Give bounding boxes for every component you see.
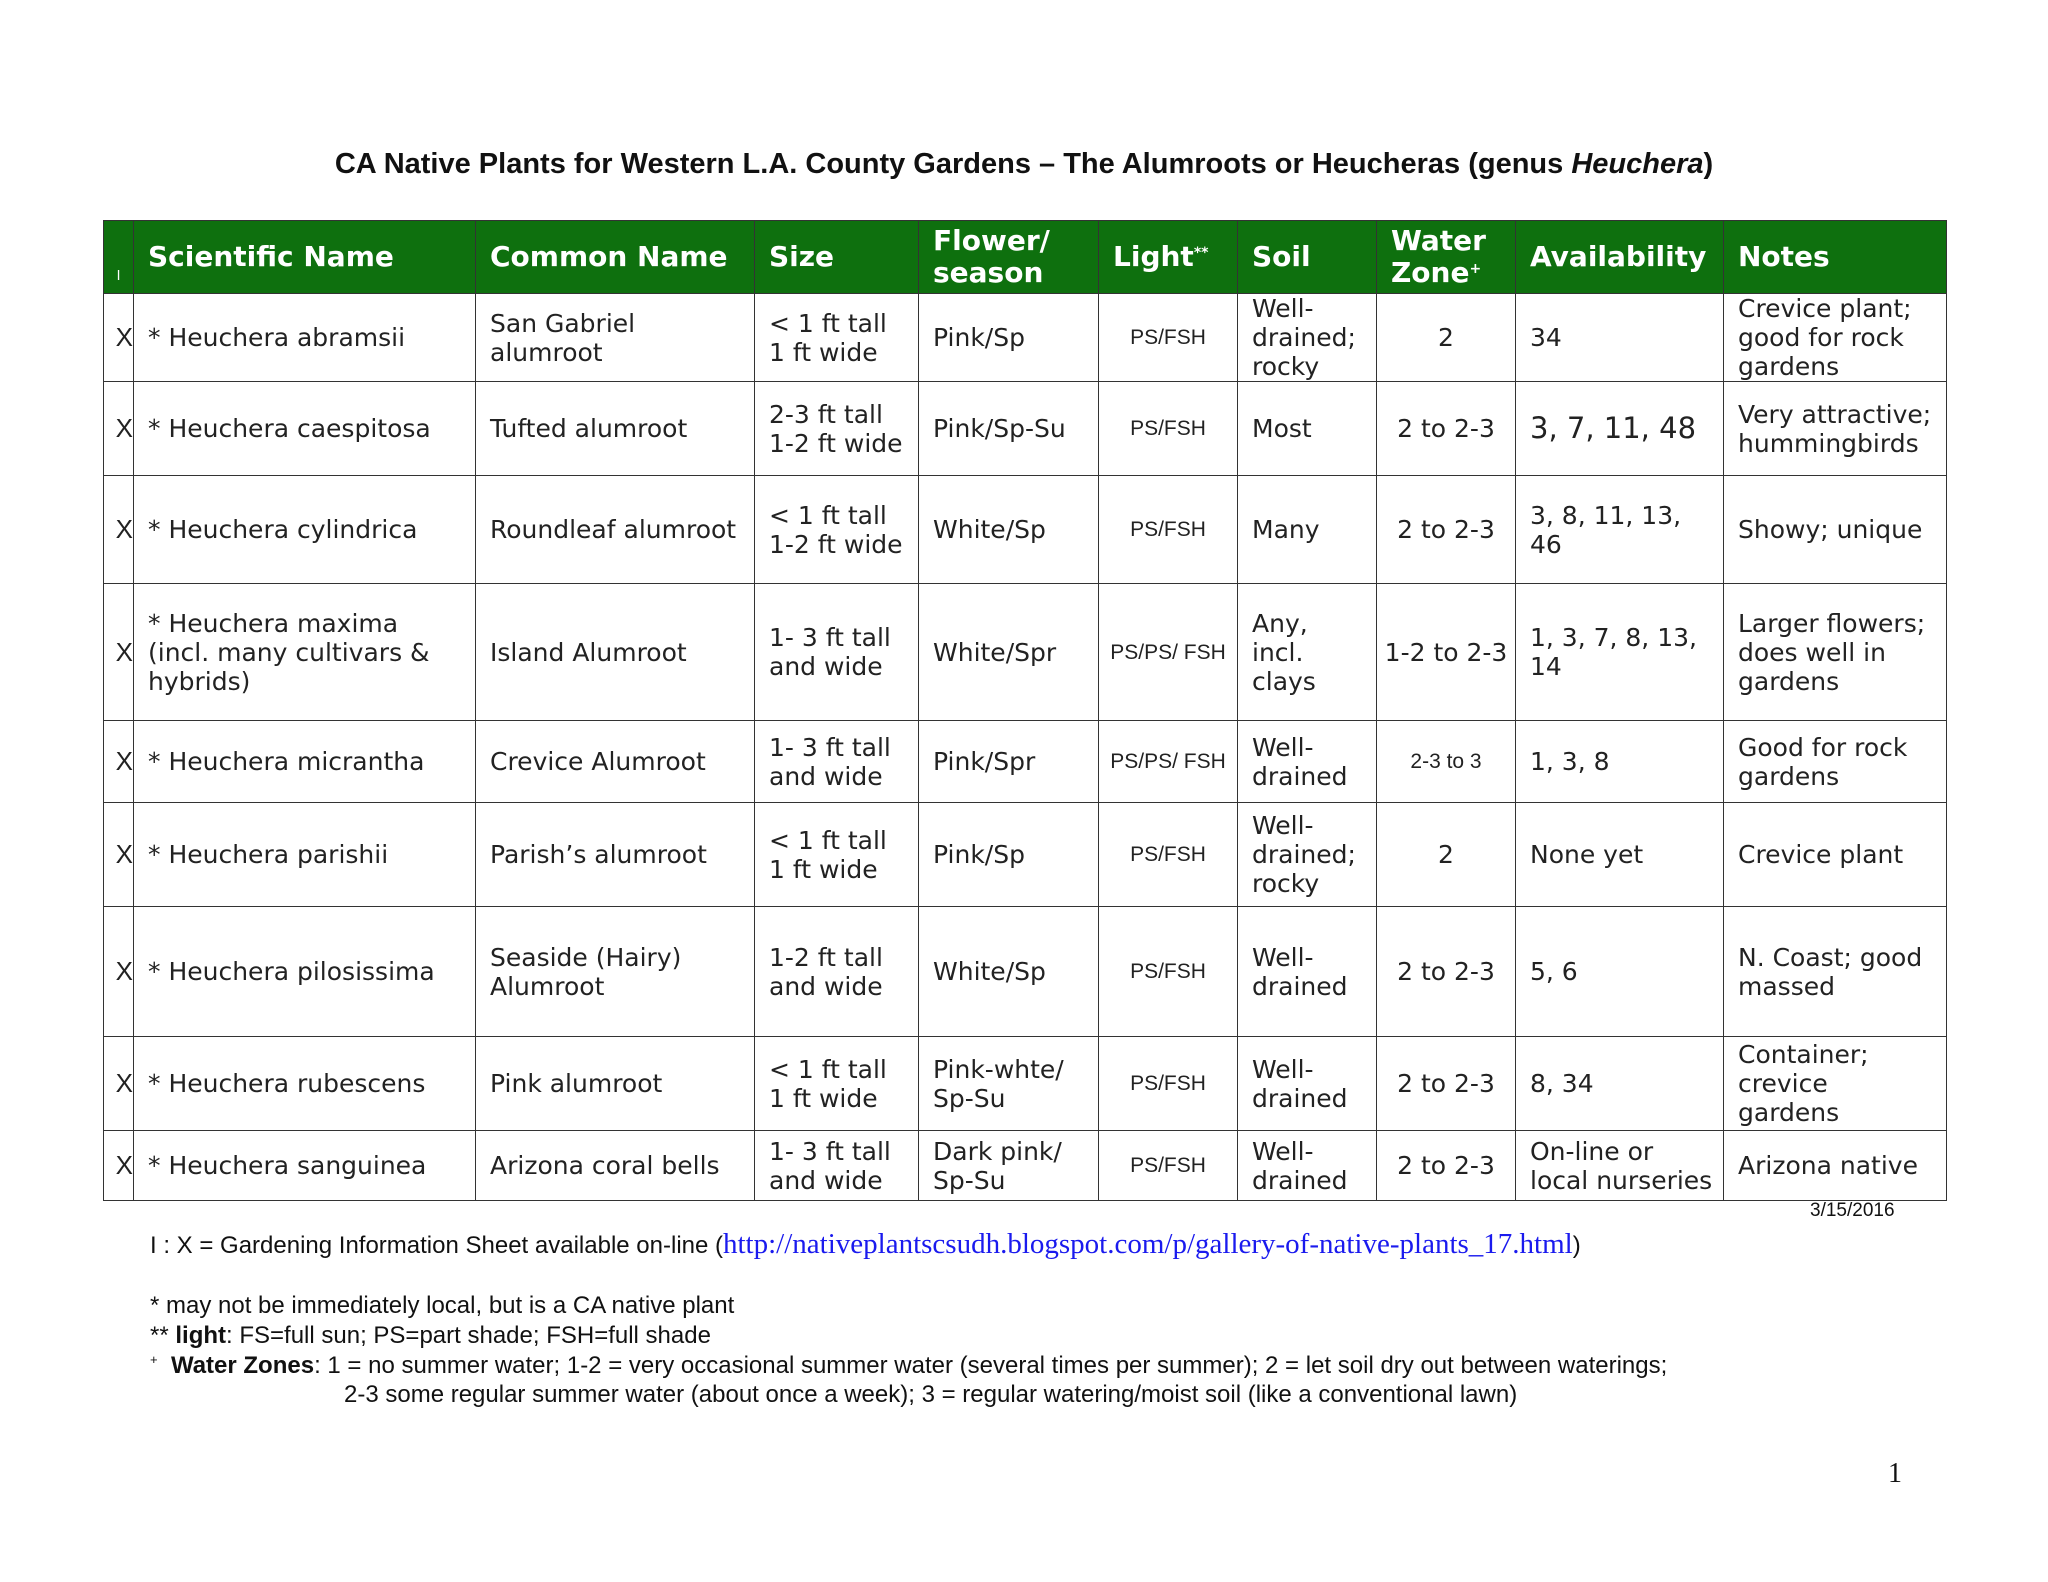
common-name: Seaside (Hairy) Alumroot: [476, 907, 755, 1037]
table-row: [104, 476, 1947, 584]
scientific-name: * Heuchera sanguinea: [134, 1131, 476, 1201]
header-soil: Soil: [1238, 221, 1377, 294]
info-mark: X: [104, 382, 134, 476]
size: 1- 3 ft tall and wide: [755, 721, 919, 803]
scientific-name: * Heuchera rubescens: [134, 1037, 476, 1131]
size: 1- 3 ft tall and wide: [755, 1131, 919, 1201]
table-header-row: [104, 221, 1947, 294]
size: < 1 ft tall 1 ft wide: [755, 1037, 919, 1131]
light: PS/FSH: [1099, 476, 1238, 584]
scientific-name: * Heuchera caespitosa: [134, 382, 476, 476]
availability: 3, 7, 11, 48: [1516, 382, 1724, 476]
table-row: [104, 1131, 1947, 1201]
table-row: [104, 382, 1947, 476]
footnote-light: ** light: FS=full sun; PS=part shade; FSH=full shade: [150, 1322, 711, 1349]
water-zone: 2 to 2-3: [1377, 1037, 1516, 1131]
table-row: [104, 1037, 1947, 1131]
common-name: Tufted alumroot: [476, 382, 755, 476]
info-mark: X: [104, 584, 134, 721]
flower-season: Pink/Spr: [919, 721, 1099, 803]
light: PS/PS/ FSH: [1099, 584, 1238, 721]
flower-season: White/Spr: [919, 584, 1099, 721]
info-mark: X: [104, 1037, 134, 1131]
availability: 3, 8, 11, 13, 46: [1516, 476, 1724, 584]
flower-season: Pink/Sp: [919, 803, 1099, 907]
page-number: 1: [1888, 1458, 1902, 1489]
info-mark: X: [104, 1131, 134, 1201]
header-mark: I: [104, 221, 134, 294]
footnote-info-sheet: I : X = Gardening Information Sheet available on-line (http://nativeplantscsudh.blogspot.com/p/gallery-of-native-plants_17.html): [150, 1228, 1581, 1260]
soil: Any, incl. clays: [1238, 584, 1377, 721]
light: PS/FSH: [1099, 907, 1238, 1037]
size: 1-2 ft tall and wide: [755, 907, 919, 1037]
light: PS/FSH: [1099, 1131, 1238, 1201]
light: PS/FSH: [1099, 1037, 1238, 1131]
water-zone: 1-2 to 2-3: [1377, 584, 1516, 721]
common-name: Roundleaf alumroot: [476, 476, 755, 584]
document-date: 3/15/2016: [1810, 1200, 1895, 1221]
size: 2-3 ft tall 1-2 ft wide: [755, 382, 919, 476]
info-sheet-link[interactable]: http://nativeplantscsudh.blogspot.com/p/gallery-of-native-plants_17.html: [723, 1228, 1573, 1260]
table-row: [104, 803, 1947, 907]
light: PS/FSH: [1099, 294, 1238, 382]
info-mark: X: [104, 294, 134, 382]
common-name: Parish’s alumroot: [476, 803, 755, 907]
light: PS/FSH: [1099, 803, 1238, 907]
title-genus: Heuchera: [1571, 148, 1704, 180]
common-name: San Gabriel alumroot: [476, 294, 755, 382]
header-size: Size: [755, 221, 919, 294]
availability: 1, 3, 8: [1516, 721, 1724, 803]
scientific-name: * Heuchera cylindrica: [134, 476, 476, 584]
water-zone: 2 to 2-3: [1377, 1131, 1516, 1201]
footnote-native: * may not be immediately local, but is a CA native plant: [150, 1292, 735, 1319]
scientific-name: * Heuchera abramsii: [134, 294, 476, 382]
notes: Showy; unique: [1724, 476, 1947, 584]
water-zone: 2-3 to 3: [1377, 721, 1516, 803]
soil: Well-drained; rocky: [1238, 803, 1377, 907]
page-title: [0, 148, 2048, 181]
scientific-name: * Heuchera micrantha: [134, 721, 476, 803]
availability: 8, 34: [1516, 1037, 1724, 1131]
availability: 5, 6: [1516, 907, 1724, 1037]
info-mark: X: [104, 803, 134, 907]
availability: On-line or local nurseries: [1516, 1131, 1724, 1201]
footnote-water-zones-cont: 2-3 some regular summer water (about once a week); 3 = regular watering/moist soil (like a conventional lawn): [344, 1381, 1518, 1408]
notes: Container; crevice gardens: [1724, 1037, 1947, 1131]
notes: Crevice plant; good for rock gardens: [1724, 294, 1947, 382]
soil: Well-drained: [1238, 907, 1377, 1037]
common-name: Island Alumroot: [476, 584, 755, 721]
scientific-name: * Heuchera pilosissima: [134, 907, 476, 1037]
title-text: CA Native Plants for Western L.A. County Gardens – The Alumroots or Heucheras (genus: [334, 148, 1572, 180]
notes: Very attractive; hummingbirds: [1724, 382, 1947, 476]
notes: Crevice plant: [1724, 803, 1947, 907]
header-water-zone: Water Zone+: [1377, 221, 1516, 294]
water-zone: 2 to 2-3: [1377, 907, 1516, 1037]
notes: Good for rock gardens: [1724, 721, 1947, 803]
scientific-name: * Heuchera maxima (incl. many cultivars & hybrids): [134, 584, 476, 721]
info-mark: X: [104, 907, 134, 1037]
title-close: ): [1703, 148, 1714, 180]
availability: 34: [1516, 294, 1724, 382]
water-zone: 2: [1377, 803, 1516, 907]
soil: Well-drained: [1238, 1037, 1377, 1131]
table-row: [104, 907, 1947, 1037]
table-row: [104, 721, 1947, 803]
water-zone: 2 to 2-3: [1377, 476, 1516, 584]
availability: 1, 3, 7, 8, 13, 14: [1516, 584, 1724, 721]
size: 1- 3 ft tall and wide: [755, 584, 919, 721]
table-row: [104, 294, 1947, 382]
flower-season: White/Sp: [919, 907, 1099, 1037]
size: < 1 ft tall 1 ft wide: [755, 803, 919, 907]
table-row: [104, 584, 1947, 721]
notes: Larger flowers; does well in gardens: [1724, 584, 1947, 721]
common-name: Arizona coral bells: [476, 1131, 755, 1201]
header-scientific-name: Scientific Name: [134, 221, 476, 294]
plants-table: [103, 220, 1947, 1201]
notes: N. Coast; good massed: [1724, 907, 1947, 1037]
soil: Well-drained: [1238, 1131, 1377, 1201]
water-zone: 2: [1377, 294, 1516, 382]
info-mark: X: [104, 476, 134, 584]
flower-season: White/Sp: [919, 476, 1099, 584]
footnote-water-zones: + Water Zones: 1 = no summer water; 1-2 = very occasional summer water (several times per summer); 2 = let soil dry out between waterings;: [150, 1352, 1668, 1379]
flower-season: Dark pink/ Sp-Su: [919, 1131, 1099, 1201]
availability: None yet: [1516, 803, 1724, 907]
header-flower-season: Flower/ season: [919, 221, 1099, 294]
header-notes: Notes: [1724, 221, 1947, 294]
soil: Many: [1238, 476, 1377, 584]
header-light: Light**: [1099, 221, 1238, 294]
light: PS/FSH: [1099, 382, 1238, 476]
soil: Most: [1238, 382, 1377, 476]
flower-season: Pink/Sp: [919, 294, 1099, 382]
light: PS/PS/ FSH: [1099, 721, 1238, 803]
size: < 1 ft tall 1 ft wide: [755, 294, 919, 382]
flower-season: Pink/Sp-Su: [919, 382, 1099, 476]
soil: Well-drained: [1238, 721, 1377, 803]
soil: Well-drained; rocky: [1238, 294, 1377, 382]
common-name: Pink alumroot: [476, 1037, 755, 1131]
size: < 1 ft tall 1-2 ft wide: [755, 476, 919, 584]
header-common-name: Common Name: [476, 221, 755, 294]
info-mark: X: [104, 721, 134, 803]
scientific-name: * Heuchera parishii: [134, 803, 476, 907]
water-zone: 2 to 2-3: [1377, 382, 1516, 476]
flower-season: Pink-whte/ Sp-Su: [919, 1037, 1099, 1131]
notes: Arizona native: [1724, 1131, 1947, 1201]
common-name: Crevice Alumroot: [476, 721, 755, 803]
header-availability: Availability: [1516, 221, 1724, 294]
